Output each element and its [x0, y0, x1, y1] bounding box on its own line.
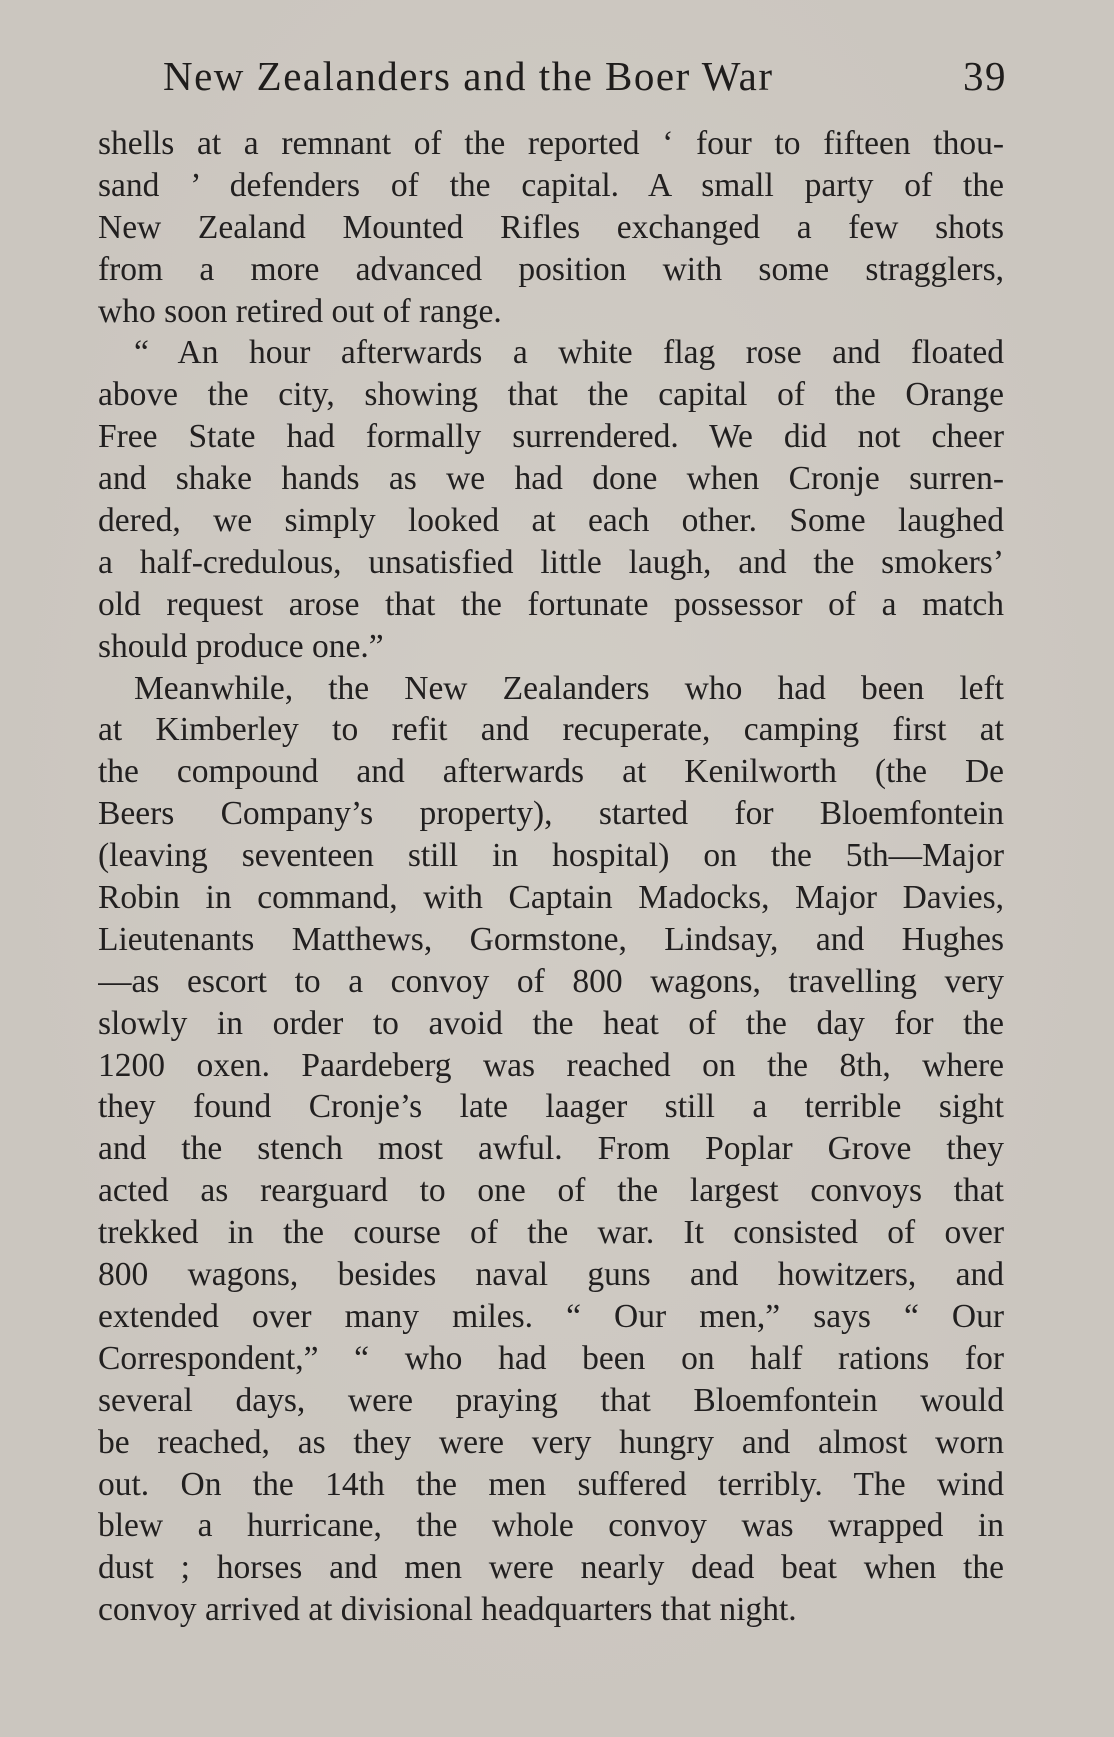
text-line: convoy arrived at divisional headquarters that night. — [98, 1591, 797, 1629]
text-line: and shake hands as we had done when Cronje surren- — [98, 460, 1004, 498]
paragraph-3 — [98, 668, 1004, 1631]
text-line: Beers Company’s property), started for Bloemfontein — [98, 795, 1004, 833]
text-line: New Zealand Mounted Rifles exchanged a few shots — [98, 208, 1004, 246]
text-line: (leaving seventeen still in hospital) on the 5th—Major — [98, 837, 1004, 875]
text-line: extended over many miles. “ Our men,” says “ Our — [98, 1297, 1004, 1335]
text-line: the compound and afterwards at Kenilworth (the De — [98, 753, 1004, 791]
page-number: 39 — [963, 53, 1007, 99]
text-line: Robin in command, with Captain Madocks, Major Davies, — [98, 879, 1004, 917]
body-text — [98, 123, 1004, 1631]
text-line: dust ; horses and men were nearly dead beat when the — [98, 1549, 1004, 1587]
text-line: and the stench most awful. From Poplar Grove they — [98, 1130, 1004, 1168]
text-line: acted as rearguard to one of the largest convoys that — [98, 1172, 1004, 1210]
paragraph-2 — [98, 332, 1004, 667]
text-line: from a more advanced position with some stragglers, — [98, 250, 1004, 288]
text-line: a half-credulous, unsatisfied little laugh, and the smokers’ — [98, 543, 1004, 581]
running-head-title: New Zealanders and the Boer War — [163, 53, 774, 99]
paragraph-1 — [98, 123, 1004, 332]
text-line: be reached, as they were very hungry and almost worn — [98, 1423, 1004, 1461]
text-line: they found Cronje’s late laager still a terrible sight — [98, 1088, 1004, 1126]
running-head — [163, 52, 1007, 112]
text-line: should produce one.” — [98, 627, 384, 665]
text-line: out. On the 14th the men suffered terribly. The wind — [98, 1465, 1004, 1503]
text-line: dered, we simply looked at each other. Some laughed — [98, 502, 1004, 540]
text-line: —as escort to a convoy of 800 wagons, travelling very — [98, 962, 1004, 1000]
text-line: Meanwhile, the New Zealanders who had been left — [134, 669, 1004, 707]
text-line: who soon retired out of range. — [98, 292, 502, 330]
text-line: 1200 oxen. Paardeberg was reached on the 8th, where — [98, 1046, 1004, 1084]
text-line: shells at a remnant of the reported ‘ four to fifteen thou- — [98, 125, 1004, 162]
text-line: Correspondent,” “ who had been on half rations for — [98, 1339, 1004, 1377]
text-line: blew a hurricane, the whole convoy was wrapped in — [98, 1507, 1004, 1545]
text-line: 800 wagons, besides naval guns and howitzers, and — [98, 1256, 1004, 1294]
text-line: sand ’ defenders of the capital. A small party of the — [98, 166, 1004, 204]
text-line: slowly in order to avoid the heat of the day for the — [98, 1004, 1004, 1042]
text-line: Free State had formally surrendered. We did not cheer — [98, 418, 1004, 456]
text-line: old request arose that the fortunate possessor of a match — [98, 585, 1004, 623]
text-line: several days, were praying that Bloemfontein would — [98, 1381, 1004, 1419]
text-line: trekked in the course of the war. It consisted of over — [98, 1214, 1004, 1252]
text-line: Lieutenants Matthews, Gormstone, Lindsay, and Hughes — [98, 920, 1004, 958]
text-line: at Kimberley to refit and recuperate, camping first at — [98, 711, 1004, 749]
text-line: above the city, showing that the capital of the Orange — [98, 376, 1004, 414]
text-line: “ An hour afterwards a white flag rose and floated — [134, 334, 1004, 372]
